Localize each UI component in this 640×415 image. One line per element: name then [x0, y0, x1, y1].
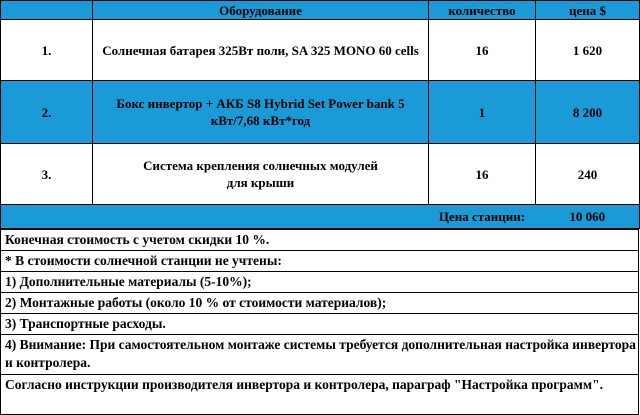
row-price: 240: [536, 144, 640, 205]
row-item: Солнечная батарея 325Вт поли, SA 325 MONO 60 cells: [93, 20, 429, 81]
note-transport: 3) Транспортные расходы.: [0, 314, 639, 335]
header-number: [1, 1, 93, 20]
total-row: [1, 205, 640, 229]
total-empty-2: [93, 205, 429, 229]
note-not-included: * В стоимости солнечной станции не учтены:: [0, 251, 639, 272]
header-price: цена $: [536, 1, 640, 20]
note-installation: 2) Монтажные работы (около 10 % от стоимости материалов);: [0, 293, 639, 314]
row-number: 3.: [1, 144, 93, 205]
notes-section: [0, 229, 639, 415]
table-header-row: [1, 1, 640, 20]
row-quantity: 1: [429, 81, 536, 144]
total-label: Цена станции:: [429, 205, 536, 229]
total-value: 10 060: [536, 205, 640, 229]
note-attention: 4) Внимание: При самостоятельном монтаже системы требуется дополнительная настройка инвертора и контролера.: [0, 335, 639, 375]
note-materials: 1) Дополнительные материалы (5-10%);: [0, 272, 639, 293]
table-row: [1, 144, 640, 205]
note-discount: Конечная стоимость с учетом скидки 10 %.: [0, 229, 639, 251]
total-empty-1: [1, 205, 93, 229]
row-item: Система крепления солнечных модулей для крыши: [93, 144, 429, 205]
row-item: Бокс инвертор + АКБ S8 Hybrid Set Power bank 5 кВт/7,68 кВт*год: [93, 81, 429, 144]
table-row: [1, 20, 640, 81]
row-price: 1 620: [536, 20, 640, 81]
row-number: 2.: [1, 81, 93, 144]
row-quantity: 16: [429, 20, 536, 81]
header-equipment: Оборудование: [93, 1, 429, 20]
row-quantity: 16: [429, 144, 536, 205]
header-quantity: количество: [429, 1, 536, 20]
table-row: [1, 81, 640, 144]
note-instructions: Согласно инструкции производителя инвертора и контролера, параграф "Настройка программ".: [0, 375, 639, 415]
row-price: 8 200: [536, 81, 640, 144]
row-number: 1.: [1, 20, 93, 81]
